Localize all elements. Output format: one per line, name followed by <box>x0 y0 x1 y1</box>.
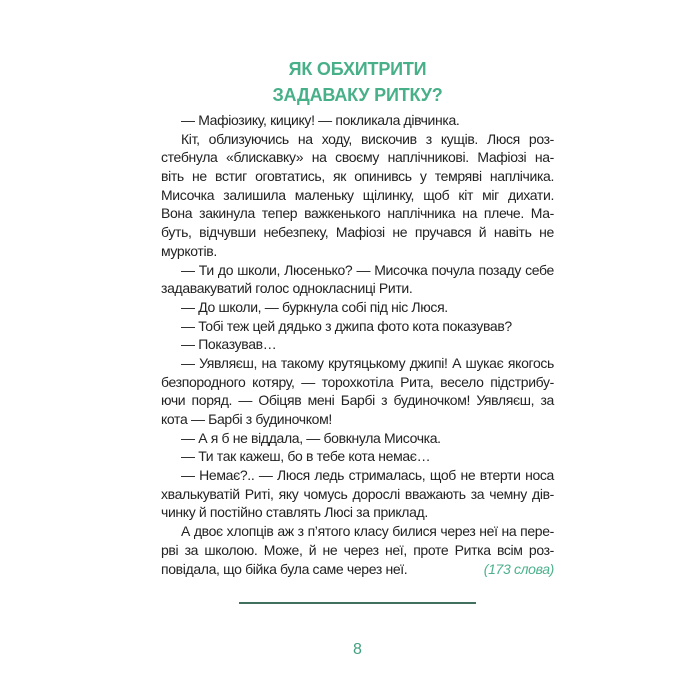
text-line: — Немає?.. — Люся ледь стрималась, щоб не втерти носа <box>181 467 554 484</box>
text-line: безпородного котяру, — торохкотіла Рита, весело підстрибу- <box>161 373 554 390</box>
text-line: Мисочка залишила маленьку щілинку, щоб кіт міг дихати. <box>161 186 554 203</box>
text-line: — Показував… <box>181 336 277 353</box>
text-line: муркотів. <box>161 242 217 259</box>
text-line: — Ти так кажеш, бо в тебе кота немає… <box>181 448 431 465</box>
text-line: чинку й постійно ставлять Люсі за приклад. <box>161 504 428 521</box>
page-title <box>161 56 554 108</box>
text-line: кота — Барбі з будиночком! <box>161 411 332 427</box>
page-content <box>161 56 554 658</box>
word-count: (173 слова) <box>483 560 554 577</box>
last-line-text: повідала, що бійка була саме через неї. <box>161 560 408 577</box>
text-line: задавакуватий голос однокласниці Рити. <box>161 280 413 297</box>
text-line: А двоє хлопців аж з п’ятого класу билися через неї на пере- <box>181 523 554 540</box>
title-line-1: ЯК ОБХИТРИТИ <box>288 59 427 79</box>
text-line: — Мафіозику, кицику! — покликала дівчинка. <box>181 112 460 128</box>
text-line-last <box>161 560 554 579</box>
text-line: — Ти до школи, Люсенько? — Мисочка почула позаду себе <box>181 261 554 278</box>
page-number: 8 <box>353 641 362 659</box>
body-text <box>161 111 554 578</box>
text-line: рві за школою. Може, й не через неї, проте Ритка всім роз- <box>161 541 554 558</box>
text-line: — Уявляєш, на такому крутяцькому джипі! А шукає якогось <box>181 354 554 371</box>
text-line: Кіт, облизуючись на ходу, вискочив з кущів. Люся роз- <box>181 130 554 147</box>
text-line: Вона закинула тепер важкенького наплічника на плече. Ма- <box>161 205 554 222</box>
text-line: — Тобі теж цей дядько з джипа фото кота показував? <box>181 317 512 334</box>
footer-divider-line <box>239 602 476 604</box>
text-line: віть не встиг оговтатись, як опинивсь у темряві наплічика. <box>161 168 554 185</box>
title-line-2: ЗАДАВАКУ РИТКУ? <box>272 85 443 105</box>
text-line: стебнула «блискавку» на своєму наплічникові. Мафіозі на- <box>161 149 554 166</box>
text-line: ючи поряд. — Обіцяв мені Барбі з будиночком! Уявляєш, за <box>161 392 554 409</box>
text-line: хвалькуватій Риті, яку чомусь дорослі вважають за чемну дів- <box>161 485 554 502</box>
text-line: буть, відчувши небезпеку, Мафіозі не пручався й навіть не <box>161 224 554 241</box>
text-line: — До школи, — буркнула собі під ніс Люся. <box>181 298 448 315</box>
text-line: — А я б не віддала, — бовкнула Мисочка. <box>181 429 441 446</box>
